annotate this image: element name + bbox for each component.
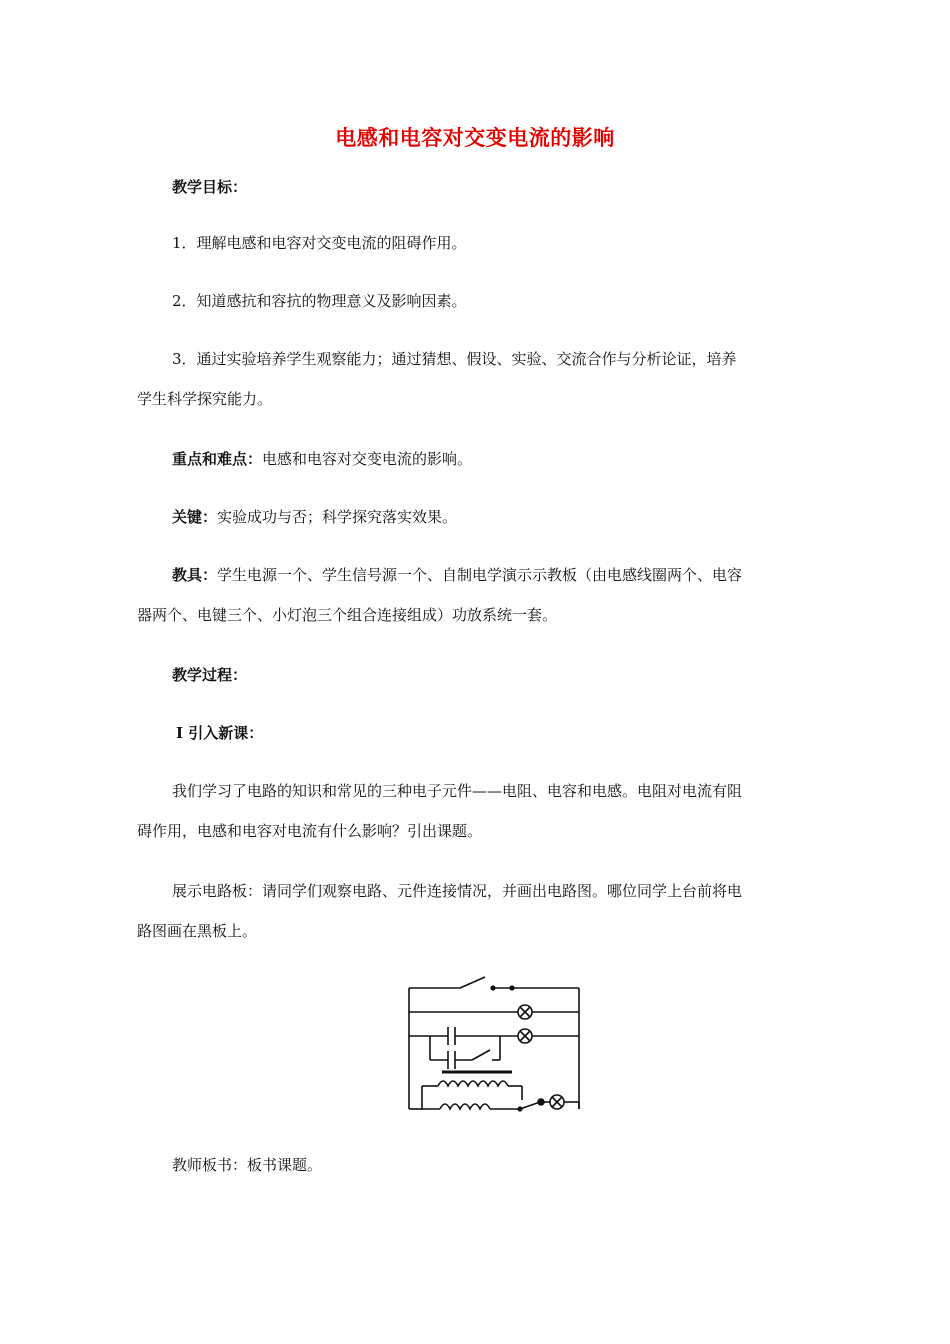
circuit-diagram [400,968,590,1118]
key-label: 关键： [172,508,218,526]
branch-capacitor [409,1027,579,1069]
branch-lamp [409,1005,579,1019]
switch-3-blade [520,1102,540,1109]
objectives-heading: 教学目标： [172,178,248,196]
objective-item-3: 3．通过实验培养学生观察能力；通过猜想、假设、实验、交流合作与分析论证，培养 [172,350,737,368]
key-line [172,502,812,532]
branch-switch [409,977,579,990]
para2-line-2: 路图画在黑板上。 [137,922,258,940]
section1-heading: Ⅰ 引入新课： [176,724,264,742]
tools-label: 教具： [172,566,218,584]
switch-blade [460,977,485,988]
branch-inductor [409,1072,579,1111]
para2-line-1: 展示电路板：请同学们观察电路、元件连接情况，并画出电路图。哪位同学上台前将电 [172,882,743,900]
key-text: 实验成功与否；科学探究落实效果。 [217,508,458,526]
process-heading: 教学过程： [172,666,248,684]
page-title: 电感和电容对交变电流的影响 [335,125,615,150]
para1-line-2: 碍作用，电感和电容对电流有什么影响？引出课题。 [137,822,483,840]
para1-line-1: 我们学习了电路的知识和常见的三种电子元件——电阻、电容和电感。电阻对电流有阻 [172,782,743,800]
tools-text-2: 器两个、电键三个、小灯泡三个组合连接组成）功放系统一套。 [137,606,558,624]
switch-2-blade [472,1050,490,1060]
objective-item-1: 1．理解电感和电容对交变电流的阻碍作用。 [172,234,467,252]
inductor-1-icon [438,1081,508,1086]
inductor-2-icon [440,1104,490,1109]
key-points-label: 重点和难点： [172,450,263,468]
key-points-text: 电感和电容对交变电流的影响。 [262,450,473,468]
key-points-line [172,444,812,474]
objective-item-3-cont: 学生科学探究能力。 [137,390,273,408]
tools-text-1: 学生电源一个、学生信号源一个、自制电学演示示教板（由电感线圈两个、电容 [217,566,743,584]
tools-line-1 [172,560,812,590]
objective-item-2: 2．知道感抗和容抗的物理意义及影响因素。 [172,292,467,310]
para3: 教师板书：板书课题。 [172,1156,323,1174]
